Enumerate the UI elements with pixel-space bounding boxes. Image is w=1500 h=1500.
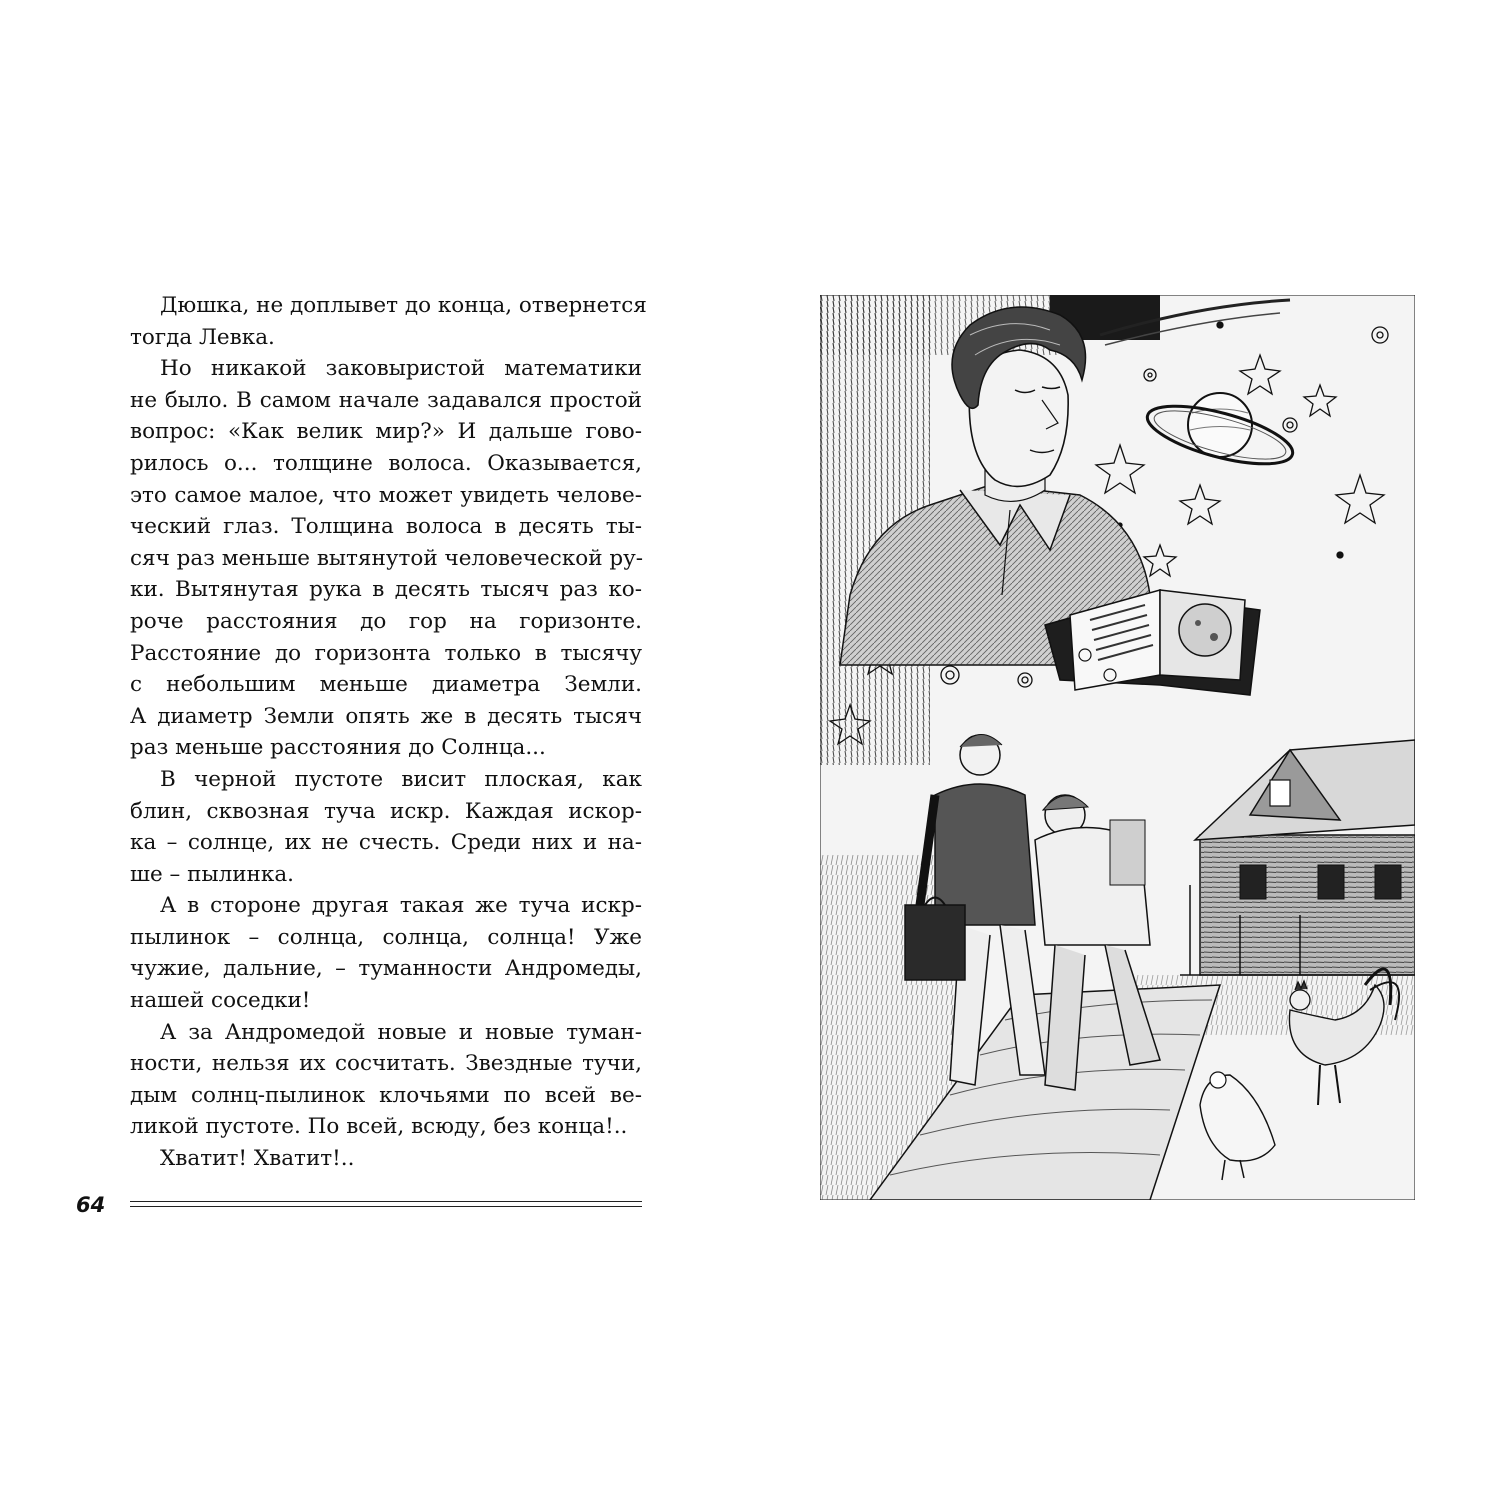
text-line: В черной пустоте висит плоская, как (160, 766, 642, 792)
text-line: ликой пустоте. По всей, всюду, без конца!.. (130, 1114, 628, 1140)
text-line: раз меньше расстояния до Солнца... (130, 735, 546, 761)
text-line: Расстояние до горизонта только в тысячу (130, 640, 642, 666)
text-line: вопрос: «Как велик мир?» И дальше гово- (130, 419, 642, 445)
text-line: с небольшим меньше диаметра Земли. (130, 672, 642, 698)
text-line: чужие, дальние, – туманности Андромеды, (130, 956, 642, 982)
text-line: А за Андромедой новые и новые туман- (160, 1019, 642, 1045)
text-line: ше – пылинка. (130, 861, 294, 887)
page-number: 64 (76, 1193, 106, 1217)
text-line: ности, нельзя их сосчитать. Звездные тучи, (130, 1051, 642, 1077)
text-line: Но никакой заковыристой математики (160, 356, 642, 382)
text-line: не было. В самом начале задавался простой (130, 387, 642, 413)
text-line: ка – солнце, их не счесть. Среди них и на- (130, 830, 642, 856)
text-line: сяч раз меньше вытянутой человеческой ру- (130, 545, 644, 571)
text-line: ки. Вытянутая рука в десять тысяч раз ко- (130, 577, 642, 603)
text-line: А в стороне другая такая же туча искр- (160, 893, 642, 919)
text-line: нашей соседки! (130, 988, 311, 1014)
text-line: дым солнц-пылинок клочьями по всей ве- (130, 1082, 642, 1108)
text-line: пылинок – солнца, солнца, солнца! Уже (130, 924, 642, 950)
body-text (130, 290, 647, 1175)
text-line: тогда Левка. (130, 324, 275, 350)
text-line: рилось о... толщине волоса. Оказывается, (130, 450, 642, 476)
text-line: Хватит! Хватит!.. (160, 1146, 355, 1172)
text-line: А диаметр Земли опять же в десять тысяч (130, 703, 642, 729)
footer-rule (130, 1201, 642, 1207)
text-line: роче расстояния до гор на горизонте. (130, 608, 642, 634)
text-line: Дюшка, не доплывет до конца, отвернется (160, 293, 647, 318)
text-line: это самое малое, что может увидеть челове- (130, 482, 642, 508)
illustration (820, 295, 1415, 1200)
text-line: ческий глаз. Толщина волоса в десять ты- (130, 514, 642, 540)
text-line: блин, сквозная туча искр. Каждая искор- (130, 798, 642, 824)
page-footer (76, 1190, 646, 1220)
